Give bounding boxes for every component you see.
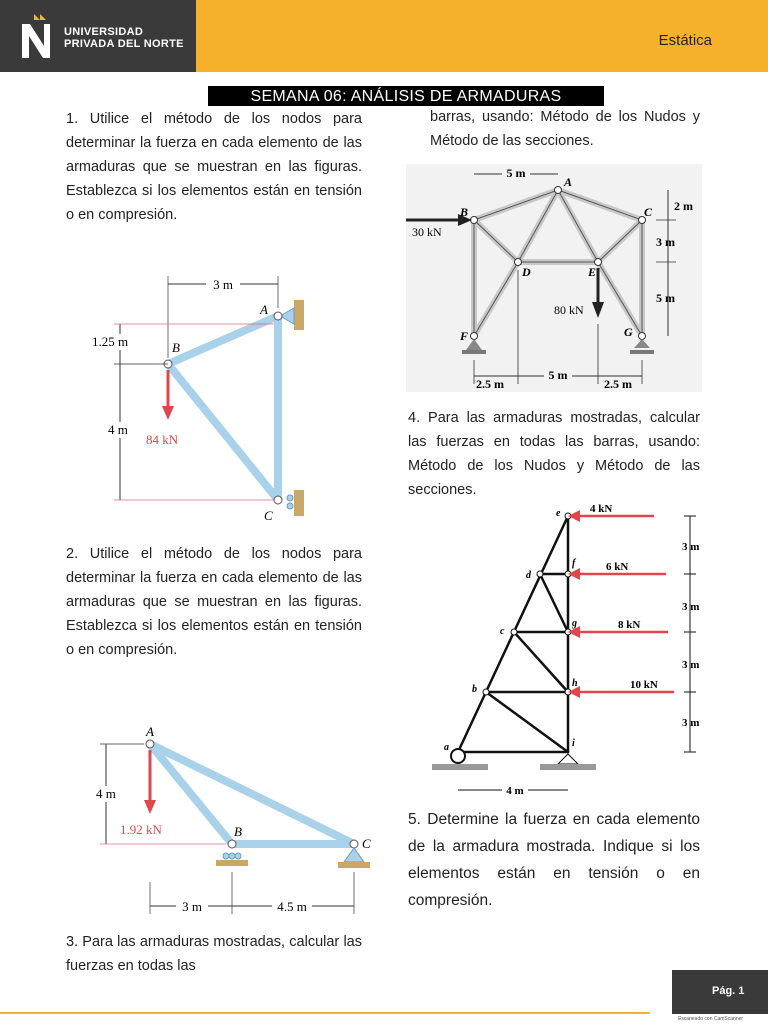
problem-5-text: Determine la fuerza en cada elemento de la armadura mostrada. Indique si los elementos están en tensión o en compresión.	[408, 811, 700, 909]
problem-5-number: 5.	[408, 811, 421, 828]
roller-b-2	[229, 853, 235, 859]
member-ab	[150, 744, 232, 844]
fig4-node-b: b	[472, 684, 477, 695]
problem-3	[66, 930, 362, 974]
node-b-pin	[228, 840, 236, 848]
problem-2-text: Utilice el método de los nodos para determinar la fuerza en cada elemento de las armaduras que se muestran en las figuras. Establezca si los elementos están en tensión o en compresión.	[66, 546, 362, 658]
roller-c-2	[287, 503, 293, 509]
node-c-pin	[274, 496, 282, 504]
node-a-pin	[146, 740, 154, 748]
fig3-load-v: 80 kN	[554, 303, 584, 317]
member-ab	[168, 316, 278, 364]
footer-line	[0, 1012, 650, 1014]
pin-support-c	[344, 848, 364, 862]
fig1-node-b: B	[172, 340, 180, 355]
fig3-node-b: B	[460, 205, 469, 219]
node-f-pin	[471, 333, 478, 340]
member-ac	[150, 744, 354, 844]
fig2-node-c: C	[362, 836, 371, 851]
fig1-load: 84 kN	[146, 432, 179, 447]
fig3-dim-top: 5 m	[506, 166, 526, 180]
node-d-pin	[515, 259, 522, 266]
fig4-load-e: 4 kN	[590, 503, 613, 515]
pin-support-i	[558, 754, 578, 764]
figure-1-truss	[88, 268, 318, 524]
member-bc	[168, 364, 278, 500]
fig3-node-d: D	[522, 265, 531, 279]
week-title: SEMANA 06: ANÁLISIS DE ARMADURAS	[208, 86, 604, 106]
problem-4	[408, 406, 700, 502]
problem-3-continuation: barras, usando: Método de los Nudos y Método de las secciones.	[430, 109, 700, 149]
roller-support-a	[451, 749, 465, 763]
fig4-dim-1: 3 m	[682, 541, 700, 553]
fig4-node-i: i	[572, 738, 575, 749]
fig4-node-e: e	[556, 508, 561, 519]
problem-1-number: 1.	[66, 111, 79, 127]
node-a-pin	[274, 312, 282, 320]
load-arrow-head	[162, 406, 174, 420]
header-bar	[196, 0, 768, 72]
fig3-dim-right-mid: 3 m	[656, 235, 675, 249]
node-g-pin	[639, 333, 646, 340]
fig3-dim-bottom-right: 2.5 m	[604, 377, 632, 391]
figure-2-truss	[92, 716, 386, 922]
fig4-node-g: g	[572, 618, 577, 629]
problem-2-number: 2.	[66, 546, 79, 562]
fig4-node-c: c	[500, 626, 505, 637]
node-b-pin	[483, 689, 489, 695]
problem-3-number: 3.	[66, 934, 79, 950]
node-c-pin	[511, 629, 517, 635]
roller-c-1	[287, 495, 293, 501]
university-name-line2: PRIVADA DEL NORTE	[64, 38, 184, 50]
fig3-dim-right-top: 2 m	[674, 199, 693, 213]
fig4-node-d: d	[526, 570, 531, 581]
upn-logo-icon	[20, 14, 56, 60]
fig4-load-f: 6 kN	[606, 561, 629, 573]
problem-2	[66, 542, 362, 662]
fig1-node-a: A	[260, 302, 268, 317]
fig2-dim-left: 3 m	[182, 899, 202, 914]
node-d-pin	[537, 571, 543, 577]
fig3-load-h: 30 kN	[412, 225, 442, 239]
problem-1-text: Utilice el método de los nodos para determinar la fuerza en cada elemento de las armaduras que se muestran en las figuras. Establezca si los elementos están en tensión o en compresión.	[66, 111, 362, 223]
fig2-dim-height: 4 m	[96, 786, 116, 801]
wall-support-a	[294, 300, 304, 330]
fig2-dim-right: 4.5 m	[277, 899, 307, 914]
load-10kn	[568, 686, 674, 698]
fig4-load-g: 8 kN	[618, 619, 641, 631]
node-c-pin	[350, 840, 358, 848]
fig2-node-b: B	[234, 824, 242, 839]
fig4-dim-3: 3 m	[682, 659, 700, 671]
problem-3-text: Para las armaduras mostradas, calcular las fuerzas en todas las	[66, 934, 362, 974]
fig3-dim-bottom-left: 2.5 m	[476, 377, 504, 391]
fig4-node-h: h	[572, 678, 578, 689]
fig4-node-a: a	[444, 742, 449, 753]
fig3-node-e: E	[588, 265, 597, 279]
fig4-dim-bottom: 4 m	[506, 785, 524, 797]
fig3-dim-bottom-mid: 5 m	[548, 368, 568, 382]
ground-c	[338, 862, 370, 868]
fig1-dim-left-top: 1.25 m	[92, 334, 129, 349]
fig4-node-f: f	[572, 558, 576, 569]
page-header	[0, 0, 768, 72]
fig3-node-f: F	[460, 329, 469, 343]
problem-1	[66, 107, 362, 227]
course-title: Estática	[658, 32, 712, 49]
fig2-node-a: A	[146, 724, 154, 739]
fig1-dim-left: 4 m	[108, 422, 128, 437]
fig3-node-a: A	[564, 175, 573, 189]
fig3-dim-right-low: 5 m	[656, 291, 675, 305]
node-a-pin	[555, 187, 562, 194]
page-number: Pág. 1	[712, 985, 745, 997]
fig4-load-h: 10 kN	[630, 679, 658, 691]
problem-4-number: 4.	[408, 410, 421, 426]
figure-4-truss	[428, 502, 718, 800]
ground-b	[216, 860, 248, 866]
fig3-node-g: G	[624, 325, 633, 339]
roller-b-1	[223, 853, 229, 859]
fig1-node-c: C	[264, 508, 273, 523]
figure-3-truss	[406, 164, 702, 392]
problem-4-text: Para las armaduras mostradas, calcular las fuerzas en todas las barras, usando: Método de los Nudos y Método de las secciones.	[408, 410, 700, 498]
university-logo	[0, 0, 196, 72]
roller-b-3	[235, 853, 241, 859]
fig3-node-c: C	[644, 205, 653, 219]
fig4-dim-4: 3 m	[682, 717, 700, 729]
fig1-dim-top: 3 m	[213, 277, 233, 292]
problem-5	[408, 806, 700, 914]
fig2-load: 1.92 kN	[120, 822, 162, 837]
load-arrow-head	[144, 800, 156, 814]
ground-i	[540, 764, 596, 770]
ground-a	[432, 764, 488, 770]
fig4-dim-2: 3 m	[682, 601, 700, 613]
university-name-line1: UNIVERSIDAD	[64, 26, 144, 38]
wall-support-c	[294, 490, 304, 516]
scan-watermark: Escaneado con CamScanner	[678, 1016, 744, 1022]
